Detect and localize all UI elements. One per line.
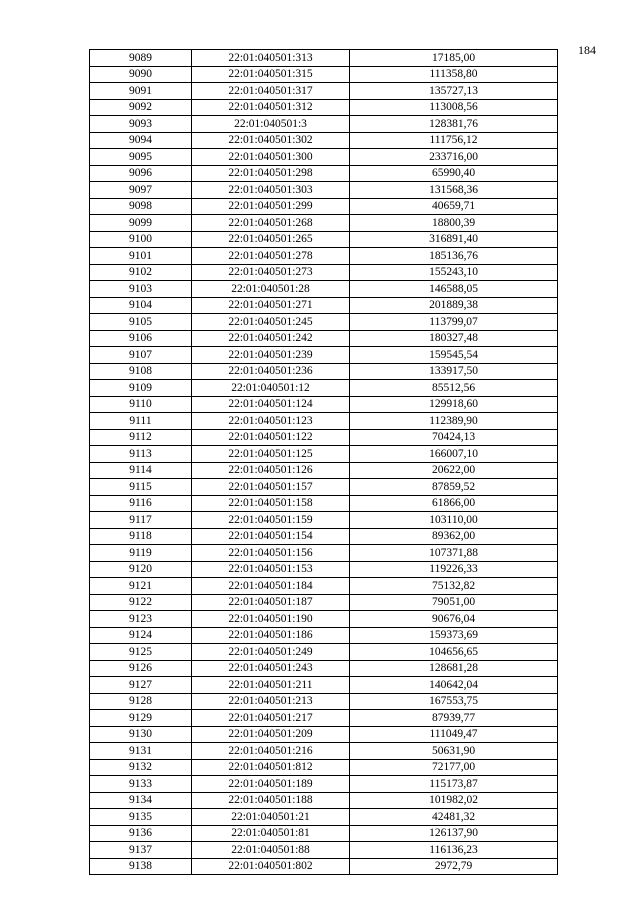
cadastral-value-cell: 89362,00 (350, 528, 558, 545)
cadastral-value-cell: 65990,40 (350, 165, 558, 182)
row-number-cell: 9120 (90, 561, 192, 578)
row-number-cell: 9123 (90, 611, 192, 628)
table-row (90, 116, 558, 133)
row-number-cell: 9090 (90, 66, 192, 83)
cadastral-value-cell: 201889,38 (350, 297, 558, 314)
table-row (90, 512, 558, 529)
row-number-cell: 9106 (90, 330, 192, 347)
row-number-cell: 9091 (90, 83, 192, 100)
cadastral-value-cell: 20622,00 (350, 462, 558, 479)
cadastral-number-cell: 22:01:040501:158 (192, 495, 350, 512)
table-row (90, 297, 558, 314)
table-row (90, 149, 558, 166)
table-row (90, 561, 558, 578)
row-number-cell: 9100 (90, 231, 192, 248)
table-row (90, 809, 558, 826)
table-row (90, 264, 558, 281)
table-row (90, 363, 558, 380)
cadastral-value-cell: 115173,87 (350, 776, 558, 793)
row-number-cell: 9110 (90, 396, 192, 413)
cadastral-value-cell: 135727,13 (350, 83, 558, 100)
cadastral-value-cell: 40659,71 (350, 198, 558, 215)
cadastral-number-cell: 22:01:040501:802 (192, 858, 350, 875)
cadastral-number-cell: 22:01:040501:313 (192, 50, 350, 67)
cadastral-number-cell: 22:01:040501:299 (192, 198, 350, 215)
row-number-cell: 9135 (90, 809, 192, 826)
table-row (90, 198, 558, 215)
row-number-cell: 9134 (90, 792, 192, 809)
cadastral-number-cell: 22:01:040501:189 (192, 776, 350, 793)
row-number-cell: 9089 (90, 50, 192, 67)
cadastral-value-cell: 111358,80 (350, 66, 558, 83)
table-row (90, 231, 558, 248)
cadastral-value-cell: 131568,36 (350, 182, 558, 199)
row-number-cell: 9121 (90, 578, 192, 595)
row-number-cell: 9097 (90, 182, 192, 199)
cadastral-value-cell: 104656,65 (350, 644, 558, 661)
cadastral-value-cell: 2972,79 (350, 858, 558, 875)
cadastral-number-cell: 22:01:040501:217 (192, 710, 350, 727)
cadastral-number-cell: 22:01:040501:188 (192, 792, 350, 809)
cadastral-value-cell: 128381,76 (350, 116, 558, 133)
cadastral-value-cell: 116136,23 (350, 842, 558, 859)
row-number-cell: 9127 (90, 677, 192, 694)
cadastral-number-cell: 22:01:040501:812 (192, 759, 350, 776)
table-row (90, 594, 558, 611)
row-number-cell: 9092 (90, 99, 192, 116)
cadastral-value-cell: 167553,75 (350, 693, 558, 710)
table-row (90, 281, 558, 298)
row-number-cell: 9111 (90, 413, 192, 430)
table-row (90, 495, 558, 512)
cadastral-value-cell: 72177,00 (350, 759, 558, 776)
table-row (90, 759, 558, 776)
cadastral-value-cell: 50631,90 (350, 743, 558, 760)
table-row (90, 644, 558, 661)
table-row (90, 825, 558, 842)
table-row (90, 248, 558, 265)
cadastral-number-cell: 22:01:040501:186 (192, 627, 350, 644)
cadastral-value-cell: 17185,00 (350, 50, 558, 67)
table-row (90, 842, 558, 859)
row-number-cell: 9094 (90, 132, 192, 149)
cadastral-number-cell: 22:01:040501:216 (192, 743, 350, 760)
row-number-cell: 9128 (90, 693, 192, 710)
cadastral-number-cell: 22:01:040501:124 (192, 396, 350, 413)
cadastral-number-cell: 22:01:040501:187 (192, 594, 350, 611)
cadastral-number-cell: 22:01:040501:302 (192, 132, 350, 149)
row-number-cell: 9101 (90, 248, 192, 265)
table-row (90, 776, 558, 793)
row-number-cell: 9114 (90, 462, 192, 479)
cadastral-value-cell: 146588,05 (350, 281, 558, 298)
cadastral-value-cell: 87859,52 (350, 479, 558, 496)
row-number-cell: 9107 (90, 347, 192, 364)
cadastral-number-cell: 22:01:040501:88 (192, 842, 350, 859)
table-row (90, 132, 558, 149)
row-number-cell: 9133 (90, 776, 192, 793)
cadastral-number-cell: 22:01:040501:249 (192, 644, 350, 661)
row-number-cell: 9105 (90, 314, 192, 331)
row-number-cell: 9098 (90, 198, 192, 215)
row-number-cell: 9125 (90, 644, 192, 661)
cadastral-value-cell: 140642,04 (350, 677, 558, 694)
row-number-cell: 9126 (90, 660, 192, 677)
cadastral-number-cell: 22:01:040501:156 (192, 545, 350, 562)
cadastral-value-cell: 113799,07 (350, 314, 558, 331)
table-row (90, 479, 558, 496)
cadastral-value-cell: 75132,82 (350, 578, 558, 595)
cadastral-number-cell: 22:01:040501:273 (192, 264, 350, 281)
cadastral-number-cell: 22:01:040501:300 (192, 149, 350, 166)
cadastral-number-cell: 22:01:040501:157 (192, 479, 350, 496)
row-number-cell: 9118 (90, 528, 192, 545)
cadastral-number-cell: 22:01:040501:213 (192, 693, 350, 710)
cadastral-value-cell: 18800,39 (350, 215, 558, 232)
row-number-cell: 9136 (90, 825, 192, 842)
cadastral-value-cell: 111049,47 (350, 726, 558, 743)
table-row (90, 380, 558, 397)
row-number-cell: 9103 (90, 281, 192, 298)
table-row (90, 182, 558, 199)
row-number-cell: 9104 (90, 297, 192, 314)
cadastral-value-cell: 113008,56 (350, 99, 558, 116)
cadastral-number-cell: 22:01:040501:268 (192, 215, 350, 232)
table-body (90, 50, 558, 875)
cadastral-number-cell: 22:01:040501:28 (192, 281, 350, 298)
cadastral-value-cell: 128681,28 (350, 660, 558, 677)
cadastral-value-cell: 133917,50 (350, 363, 558, 380)
table-row (90, 99, 558, 116)
row-number-cell: 9119 (90, 545, 192, 562)
table-row (90, 413, 558, 430)
row-number-cell: 9122 (90, 594, 192, 611)
table-row (90, 83, 558, 100)
cadastral-value-cell: 119226,33 (350, 561, 558, 578)
table-row (90, 165, 558, 182)
cadastral-number-cell: 22:01:040501:153 (192, 561, 350, 578)
cadastral-number-cell: 22:01:040501:12 (192, 380, 350, 397)
cadastral-value-cell: 316891,40 (350, 231, 558, 248)
table-row (90, 396, 558, 413)
table-row (90, 446, 558, 463)
cadastral-value-cell: 87939,77 (350, 710, 558, 727)
cadastral-number-cell: 22:01:040501:278 (192, 248, 350, 265)
cadastral-value-cell: 185136,76 (350, 248, 558, 265)
cadastral-number-cell: 22:01:040501:265 (192, 231, 350, 248)
table-row (90, 545, 558, 562)
table-row (90, 330, 558, 347)
cadastral-number-cell: 22:01:040501:81 (192, 825, 350, 842)
cadastral-number-cell: 22:01:040501:209 (192, 726, 350, 743)
row-number-cell: 9099 (90, 215, 192, 232)
row-number-cell: 9132 (90, 759, 192, 776)
cadastral-value-cell: 85512,56 (350, 380, 558, 397)
cadastral-number-cell: 22:01:040501:211 (192, 677, 350, 694)
cadastral-number-cell: 22:01:040501:184 (192, 578, 350, 595)
row-number-cell: 9124 (90, 627, 192, 644)
row-number-cell: 9137 (90, 842, 192, 859)
table-row (90, 858, 558, 875)
table-row (90, 743, 558, 760)
page-number: 184 (578, 43, 596, 57)
cadastral-value-cell: 101982,02 (350, 792, 558, 809)
row-number-cell: 9096 (90, 165, 192, 182)
cadastral-value-cell: 180327,48 (350, 330, 558, 347)
table-row (90, 726, 558, 743)
cadastral-number-cell: 22:01:040501:123 (192, 413, 350, 430)
row-number-cell: 9112 (90, 429, 192, 446)
cadastral-value-cell: 61866,00 (350, 495, 558, 512)
cadastral-number-cell: 22:01:040501:271 (192, 297, 350, 314)
cadastral-value-cell: 103110,00 (350, 512, 558, 529)
table-row (90, 792, 558, 809)
cadastral-number-cell: 22:01:040501:242 (192, 330, 350, 347)
cadastral-number-cell: 22:01:040501:236 (192, 363, 350, 380)
cadastral-number-cell: 22:01:040501:190 (192, 611, 350, 628)
table-row (90, 710, 558, 727)
cadastral-value-cell: 79051,00 (350, 594, 558, 611)
cadastral-number-cell: 22:01:040501:239 (192, 347, 350, 364)
cadastral-value-cell: 107371,88 (350, 545, 558, 562)
cadastral-value-cell: 70424,13 (350, 429, 558, 446)
cadastral-number-cell: 22:01:040501:315 (192, 66, 350, 83)
cadastral-value-cell: 112389,90 (350, 413, 558, 430)
row-number-cell: 9130 (90, 726, 192, 743)
cadastral-value-cell: 111756,12 (350, 132, 558, 149)
cadastral-number-cell: 22:01:040501:3 (192, 116, 350, 133)
cadastral-number-cell: 22:01:040501:243 (192, 660, 350, 677)
row-number-cell: 9116 (90, 495, 192, 512)
cadastral-value-cell: 90676,04 (350, 611, 558, 628)
table-row (90, 462, 558, 479)
cadastral-number-cell: 22:01:040501:125 (192, 446, 350, 463)
cadastral-number-cell: 22:01:040501:303 (192, 182, 350, 199)
table-row (90, 693, 558, 710)
cadastral-number-cell: 22:01:040501:245 (192, 314, 350, 331)
row-number-cell: 9115 (90, 479, 192, 496)
cadastral-value-cell: 166007,10 (350, 446, 558, 463)
row-number-cell: 9129 (90, 710, 192, 727)
cadastral-value-cell: 126137,90 (350, 825, 558, 842)
cadastral-number-cell: 22:01:040501:317 (192, 83, 350, 100)
row-number-cell: 9109 (90, 380, 192, 397)
cadastral-number-cell: 22:01:040501:298 (192, 165, 350, 182)
table-row (90, 660, 558, 677)
cadastral-number-cell: 22:01:040501:312 (192, 99, 350, 116)
table-row (90, 429, 558, 446)
table-row (90, 627, 558, 644)
row-number-cell: 9113 (90, 446, 192, 463)
row-number-cell: 9131 (90, 743, 192, 760)
cadastral-number-cell: 22:01:040501:126 (192, 462, 350, 479)
row-number-cell: 9138 (90, 858, 192, 875)
row-number-cell: 9102 (90, 264, 192, 281)
cadastral-value-cell: 155243,10 (350, 264, 558, 281)
table-row (90, 66, 558, 83)
row-number-cell: 9117 (90, 512, 192, 529)
table-row (90, 314, 558, 331)
table-row (90, 677, 558, 694)
cadastral-value-table (89, 49, 558, 875)
cadastral-value-cell: 159545,54 (350, 347, 558, 364)
row-number-cell: 9108 (90, 363, 192, 380)
row-number-cell: 9095 (90, 149, 192, 166)
table-row (90, 611, 558, 628)
cadastral-value-cell: 42481,32 (350, 809, 558, 826)
row-number-cell: 9093 (90, 116, 192, 133)
table-row (90, 50, 558, 67)
table-row (90, 347, 558, 364)
cadastral-number-cell: 22:01:040501:154 (192, 528, 350, 545)
table-row (90, 215, 558, 232)
table-row (90, 528, 558, 545)
cadastral-number-cell: 22:01:040501:159 (192, 512, 350, 529)
cadastral-value-cell: 159373,69 (350, 627, 558, 644)
cadastral-value-cell: 129918,60 (350, 396, 558, 413)
cadastral-number-cell: 22:01:040501:122 (192, 429, 350, 446)
cadastral-number-cell: 22:01:040501:21 (192, 809, 350, 826)
cadastral-value-cell: 233716,00 (350, 149, 558, 166)
table-row (90, 578, 558, 595)
